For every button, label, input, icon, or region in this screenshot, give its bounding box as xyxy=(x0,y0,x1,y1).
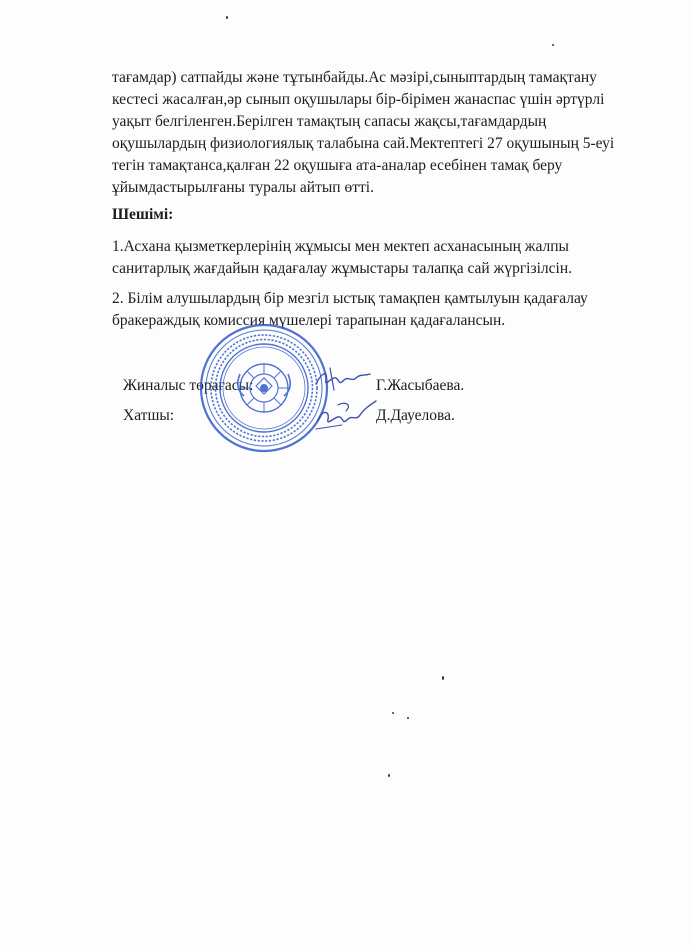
official-seal-icon xyxy=(198,322,330,454)
secretary-label: Хатшы: xyxy=(123,407,175,424)
secretary-signature-icon xyxy=(312,395,380,435)
scan-speck xyxy=(442,676,444,680)
paragraph-report: тағамдар) сатпайды және тұтынбайды.Ас мәзірі,сыныптардың тамақтану кестесі жасалған,әр сынып оқушылары бір-бірімен жанаспас үшін әртүрлі уақыт белгіленген.Берілген тамақтың сапасы жақсы,тағамдардың оқушылардың физиологиялық талабына сай.Мектептегі 27 оқушының 5-еуі тегін тамақтанса,қалған 22 оқушыға ата-аналар есебінен тамақ беру ұйымдастырылғаны туралы айтып өтті. xyxy=(112,69,615,196)
scan-speck xyxy=(388,774,390,777)
decision-item-2: 2. Білім алушылардың бір мезгіл ыстық тамақпен қамтылуын қадағалау бракераждық комиссия мүшелері тарапынан қадағалансын. xyxy=(112,290,588,329)
scan-speck xyxy=(407,717,409,719)
chair-label: Жиналыс төрағасы: xyxy=(123,377,254,394)
chair-name: Г.Жасыбаева. xyxy=(376,377,465,394)
decision-item-1: 1.Асхана қызметкерлерінің жұмысы мен мектеп асханасының жалпы санитарлық жағдайын қадағалау жұмыстары талапқа сай жүргізілсін. xyxy=(112,238,572,277)
scan-speck xyxy=(552,44,554,46)
decision-heading: Шешімі: xyxy=(112,206,174,223)
secretary-name: Д.Дауелова. xyxy=(376,407,455,424)
scan-speck xyxy=(226,16,228,19)
scan-speck xyxy=(392,712,394,714)
chair-signature-icon xyxy=(312,362,374,396)
